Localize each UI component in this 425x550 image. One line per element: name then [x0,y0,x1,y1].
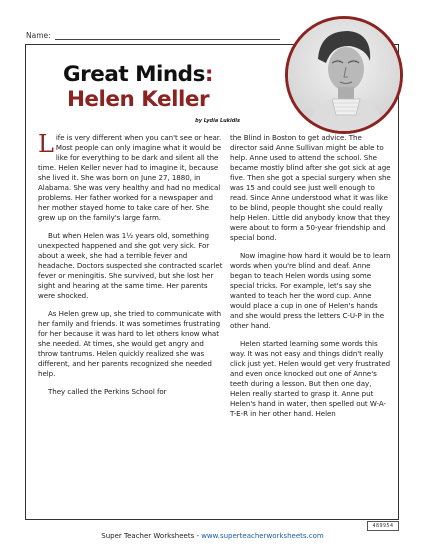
article-column-2 [230,133,391,427]
paragraph: Now imagine how hard it would be to learn words when you're blind and deaf. Anne began to teach Helen words using some special tricks. For example, let's say she wanted to teach her the word cup. Anne would place a cup in one of Helen's hands and she would press the letters C-U-P in the other hand. [230,251,391,330]
title-colon: : [204,62,213,87]
byline: by Lydia Lukidis [195,118,240,124]
helen-keller-portrait [285,16,403,134]
name-field-row [26,31,280,40]
paragraph: Helen started learning some words this way. It was not easy and things didn't really click just yet. Helen would get very frustrated and even once knocked out one of Anne's teeth during a lesson. But then one day, Helen really started to grasp it. Anne put Helen's hand in water, then spelled out W-A-T-E-R in her other hand. Helen [230,339,391,418]
title-helen-keller: Helen Keller [66,87,210,112]
paragraph: They called the Perkins School for [48,387,167,396]
footer-text: Super Teacher Worksheets - [101,532,202,540]
paragraph: As Helen grew up, she tried to communicate with her family and friends. It was sometimes frustrating for her because it was hard to let others know what she needed. At times, she would get angry and throw tantrums. Helen quickly realized she was different, and her parents recognized she needed help. [38,309,222,378]
worksheet-code: 489954 [367,521,399,531]
footer-link[interactable]: www.superteacherworksheets.com [201,532,324,540]
name-input-line[interactable] [55,31,280,40]
paragraph: the Blind in Boston to get advice. The director said Anne Sullivan might be able to help. Anne used to attend the school. She became mostly blind after she got sick at age five. Then she got a special surgery when she was 15 and could see just well enough to read. Since Anne understood what it was like to be blind, people thought she could really help Helen. Little did anybody know that they were about to form a 50-year friendship and special bond. [230,133,391,242]
paragraph: Life is very different when you can't see or hear. Most people can only imagine what it would be like for everything to be dark and silent all the time. Helen Keller never had to imagine it, because she lived it. She was born on June 27, 1880, in Alabama. She was very healthy and had no medical problems. Her father worked for a newspaper and her mother stayed home to take care of her. She grew up on the family's large farm. [38,130,222,222]
name-label: Name: [26,31,51,40]
article-column-1 [38,130,224,405]
title-block [40,62,236,112]
footer [0,532,425,540]
drop-cap: L [38,130,54,158]
paragraph: But when Helen was 1½ years old, something unexpected happened and she got very sick. For about a week, she had a terrible fever and headache. Doctors suspected she contracted scarlet fever or meningitis. She survived, but she lost her sight and hearing at the same time. Her parents were shocked. [38,231,223,300]
title-great-minds: Great Minds: [63,62,213,87]
portrait-photo [288,19,400,131]
